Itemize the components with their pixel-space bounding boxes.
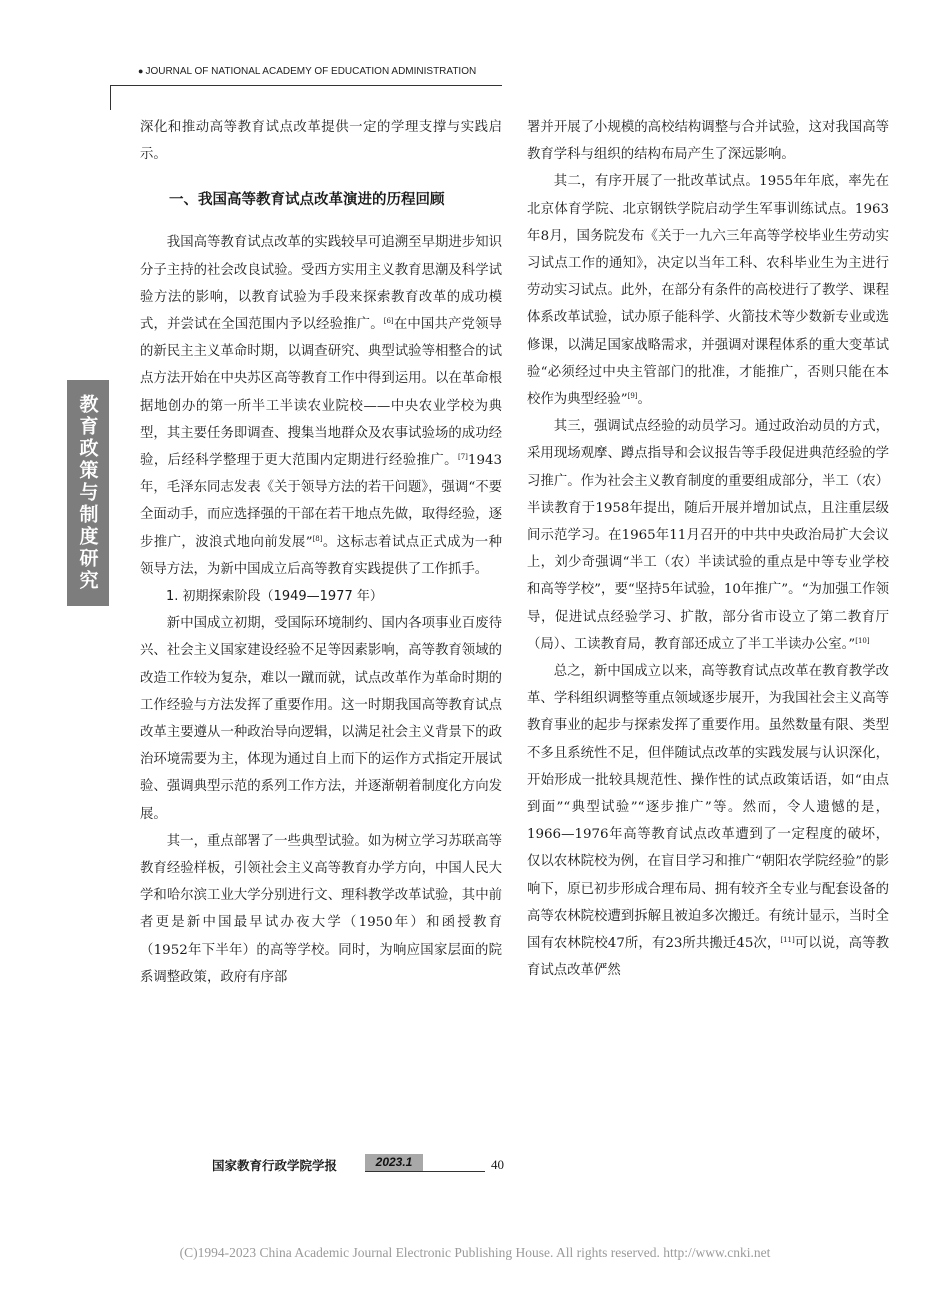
paragraph: 署并开展了小规模的高校结构调整与合并试验，这对我国高等教育学科与组织的结构布局产生了深远影响。 [527,120,889,163]
citation[interactable]: [9] [627,392,638,401]
journal-name-en: JOURNAL OF NATIONAL ACADEMY OF EDUCATION ADMINISTRATION [145,66,477,77]
paragraph: 新中国成立初期，受国际环境制约、国内各项事业百废待兴、社会主义国家建设经验不足等因素影响，高等教育领域的改造工作较为复杂，难以一蹴而就，试点改革作为革命时期的工作经验与方法发挥了重要作用。这一时期我国高等教育试点改革主要遵从一种政治导向逻辑，以满足社会主义背景下的政治环境需要为主，体现为通过自上而下的运作方式指定开展试验、强调典型示范的系列工作方法，并逐渐朝着制度化方向发展。 [140,616,502,822]
paragraph: 其一，重点部署了一些典型试验。如为树立学习苏联高等教育经验样板，引领社会主义高等教育办学方向，中国人民大学和哈尔滨工业大学分别进行文、理科教学改革试验，其中前者更是新中国最早试办夜大学（1950年）和函授教育（1952年下半年）的高等学校。同时，为响应国家层面的院系调整政策，政府有序部 [140,833,502,985]
copyright-notice: (C)1994-2023 China Academic Journal Electronic Publishing House. All rights reserved. http://www.cnki.net [179,1245,771,1260]
page-number: 40 [491,1157,504,1172]
paragraph: 深化和推动高等教育试点改革提供一定的学理支撑与实践启示。 [140,120,502,163]
footer-journal-title: 国家教育行政学院学报 [212,1158,338,1173]
left-column [140,114,502,991]
paragraph: 其三，强调试点经验的动员学习。通过政治动员的方式，采用现场观摩、蹲点指导和会议报告等手段促进典范经验的学习推广。作为社会主义教育制度的重要组成部分，半工（农）半读教育于1958年提出，随后开展并增加试点，且注重层级间示范学习。在1965年11月召开的中共中央政治局扩大会议上，刘少奇强调“半工（农）半读试验的重点是中等专业学校和高等学校”，要“坚持5年试验，10年推广”。“为加强工作领导，促进试点经验学习、扩散，部分省市设立了第二教育厅（局）、工读教育局，教育部还成立了半工半读办公室。”[10] [527,419,889,652]
running-header [138,66,498,86]
footer-issue-badge: 2023.1 [365,1154,423,1171]
bullet-icon: ● [138,66,144,76]
citation[interactable]: [6] [383,317,394,326]
section-side-tab [67,380,109,606]
citation[interactable]: [11] [780,936,795,945]
right-column [527,114,889,985]
header-rule [110,85,502,86]
section-heading: 一、我国高等教育试点改革演进的历程回顾 [169,192,445,209]
citation[interactable]: [10] [855,636,870,645]
footer-rule [365,1171,485,1172]
paragraph: 其二，有序开展了一批改革试点。1955年年底，率先在北京体育学院、北京钢铁学院启动学生军事训练试点。1963年8月，国务院发布《关于一九六三年高等学校毕业生劳动实习试点工作的通知》，决定以当年工科、农科毕业生为主进行劳动实习试点。此外，在部分有条件的高校进行了教学、课程体系改革试验，试办原子能科学、火箭技术等少数新专业或选修课，以满足国家战略需求，并强调对课程体系的重大变革试验“必须经过中央主管部门的批准，才能推广，否则只能在本校作为典型经验”[9]。 [527,174,889,408]
paragraph: 我国高等教育试点改革的实践较早可追溯至早期进步知识分子主持的社会改良试验。受西方实用主义教育思潮及科学试验方法的影响，以教育试验为手段来探索教育改革的成功模式，并尝试在全国范围内予以经验推广。[6]在中国共产党领导的新民主主义革命时期，以调查研究、典型试验等相整合的试点方法开始在中央苏区高等教育工作中得到运用。以在革命根据地创办的第一所半工半读农业院校——中央农业学校为典型，其主要任务即调查、搜集当地群众及农事试验场的成功经验，后经科学整理于更大范围内定期进行经验推广。[7]1943年，毛泽东同志发表《关于领导方法的若干问题》，强调“不要全面动手，而应选择强的干部在若干地点先做，取得经验，逐步推广，波浪式地向前发展”[8]。这标志着试点正式成为一种领导方法，为新中国成立后高等教育实践提供了工作抓手。 [140,235,503,577]
citation[interactable]: [8] [312,534,323,543]
citation[interactable]: [7] [458,453,468,462]
header-corner-rule [110,85,111,110]
section-side-tab-label: 教育政策与制度研究 [76,394,99,592]
subsection-heading: 1. 初期探索阶段（1949—1977 年） [166,589,383,605]
paragraph: 总之，新中国成立以来，高等教育试点改革在教育教学改革、学科组织调整等重点领域逐步展开，为我国社会主义高等教育事业的起步与探索发挥了重要作用。虽然数量有限、类型不多且系统性不足，但伴随试点改革的实践发展与认识深化，开始形成一批较具规范性、操作性的试点政策话语，如“由点到面”“典型试验”“逐步推广”等。然而，令人遗憾的是，1966—1976年高等教育试点改革遭到了一定程度的破坏，仅以农林院校为例，在盲目学习和推广“朝阳农学院经验”的影响下，原已初步形成合理布局、拥有较齐全专业与配套设备的高等农林院校遭到拆解且被迫多次搬迁。有统计显示，当时全国有农林院校47所，有23所共搬迁45次，[11]可以说，高等教育试点改革俨然 [527,664,890,979]
